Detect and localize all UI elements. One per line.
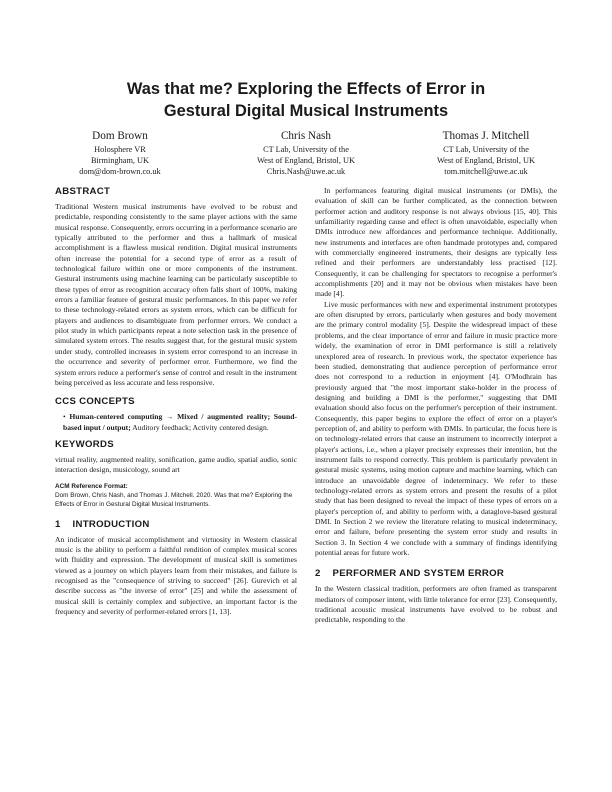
author-email[interactable]: tom.mitchell@uwe.ac.uk — [444, 167, 528, 177]
author-affiliation: CT Lab, University of the — [263, 145, 349, 154]
ccs-other-concepts: Auditory feedback; Activity centered design. — [130, 422, 269, 432]
keywords-text: virtual reality, augmented reality, sonification, game audio, spatial audio, sonic interaction design, musicology, sound art — [55, 454, 297, 475]
acm-reference-text: Dom Brown, Chris Nash, and Thomas J. Mitchell. 2020. Was that me? Exploring the Effects of Error in Gestural Digital Musical Instruments. — [55, 491, 293, 508]
ccs-bold-concepts: Human-centered computing → Mixed / augmented reality; Sound-based input / output; — [63, 412, 297, 432]
section-2-heading: 2 PERFORMER AND SYSTEM ERROR — [315, 568, 505, 580]
author-location: Birmingham, UK — [90, 156, 150, 166]
author-name: Dom Brown — [92, 130, 148, 142]
author-name: Chris Nash — [280, 130, 332, 142]
introduction-heading: 1 INTRODUCTION — [55, 518, 150, 530]
bullet-icon: • — [63, 412, 66, 422]
ccs-heading: CCS CONCEPTS — [55, 396, 135, 408]
acm-reference-heading: ACM Reference Format: — [55, 482, 128, 490]
right-column — [315, 186, 557, 626]
keywords-heading: KEYWORDS — [55, 438, 114, 450]
author-3 — [412, 130, 560, 178]
author-1 — [50, 130, 190, 178]
author-block — [40, 130, 572, 182]
left-column — [55, 186, 297, 617]
author-affiliation: CT Lab, University of the — [443, 145, 529, 154]
author-2 — [236, 130, 376, 178]
author-email[interactable]: dom@dom-brown.co.uk — [79, 167, 161, 177]
abstract-heading: ABSTRACT — [55, 186, 111, 197]
paragraph: In performances featuring digital musical instruments (or DMIs), the evaluation of skill can be further complicated, as the connection between performer action and auditory response is not always obvious [15, 40]. This unfamiliarity regarding cause and effect is often unavoidable, especially when DMIs introduce new affordances and performance technique. Additionally, new instruments and interfaces are often handmade prototypes and, compared with commercially engineered instruments, their designs are typically less refined and their performers are understandably less practised [12]. Consequently, it can be challenging for spectators to recognise a performer's accomplishments [20] and it may not be obvious when mistakes have been made [4]. — [315, 186, 557, 299]
author-location: West of England, Bristol, UK — [257, 156, 355, 166]
paper-title — [60, 78, 552, 122]
author-affiliation: Holosphere VR — [94, 145, 146, 154]
author-email[interactable]: Chris.Nash@uwe.ac.uk — [266, 167, 346, 177]
author-name: Thomas J. Mitchell — [442, 130, 530, 142]
abstract-text: Traditional Western musical instruments have evolved to be robust and predictable, responding consistently to the same player actions with the same musical response. Consequently, errors occurring in a performance scenario are typically attributed to the performer and thus a hallmark of musical accomplishment is a flawless musical rendition. Digital musical instruments often increase the potential for a second type of error as a result of technological failure within one or more components of the instrument. Gestural instruments using machine learning can be particularly susceptible to these types of error as recognition accuracy often falls short of 100%, making errors a familiar feature of gestural music performances. In this paper we refer to these technology-related errors as system errors, which can be difficult for players and audiences to disambiguate from performer errors. We conduct a pilot study in which participants repeat a note selection task in the presence of simulated system errors. The results suggest that, for the gestural music system under study, controlled increases in system error correspond to an increase in the occurrence and severity of performer error. Furthermore, we find the system errors reduce a performer's sense of control and result in the instrument being perceived as less accurate and less responsive. — [55, 202, 297, 387]
title-line-2: Gestural Digital Musical Instruments — [163, 102, 449, 120]
ccs-concepts — [55, 412, 297, 433]
section-2-text: In the Western classical tradition, performers are often framed as transparent mediators of composer intent, with little tolerance for error [23]. Consequently, traditional acoustic musical instruments have evolved to be robust and predictable, responding to the — [315, 584, 557, 625]
introduction-text: An indicator of musical accomplishment and virtuosity in Western classical music is the ability to perform a faithful rendition of complex musical scores with fluidity and expression. The development of musical skill is sometimes viewed as a journey on which players learn from their mistakes, and failure is recognised as the "consequence of striving to succeed" [26]. Gurevich et al describe success as "the inverse of error" [25] and while the assessment of musical skill is certainly complex and subjective, an important factor is the frequency and severity of performer-related errors [1, 13]. — [55, 534, 297, 616]
author-location: West of England, Bristol, UK — [437, 156, 535, 166]
paragraph: Live music performances with new and experimental instrument prototypes are often disrupted by errors, particularly when gestures and body movement are the primary control modality [5]. Despite the widespread impact of these problems, and the clear importance of error and failure in music practice more widely, the examination of error in DMI performance is still a relatively unexplored area of research. In previous work, the spectator experience has been studied, demonstrating that audience perception of performance error does not correspond to a reduction in enjoyment [4]. O'Modhrain has previously argued that "the most important stake-holder in the process of designing and building a DMI is the performer," suggesting that DMI evaluation should also focus on the performer's perception of their instrument. Consequently, this paper begins to explore the effect of error on a player's perception of, and ability to perform with DMIs. In particular, the focus here is on technology-related errors that cause an instrument to incorrectly interpret a player's actions, i.e., when a player precisely expresses their intention, but the instrument fails to respond correctly. This problem is particularly prevalent in gestural music systems, using motion capture and machine learning, which can introduce an unavoidable degree of indeterminacy. We refer to these technology-related errors as system errors and present the results of a pilot study that has been designed to reveal the impact of these types of errors on a player's perception of, and ability to perform with, a dataglove-based gestural DMI. In Section 2 we review the literature relating to musical indeterminacy, error and failure, before presenting the system error study and results in Section 3. In Section 4 we conclude with a summary of findings identifying potential areas for future work. — [315, 299, 557, 558]
title-line-1: Was that me? Exploring the Effects of Error in — [126, 80, 486, 98]
